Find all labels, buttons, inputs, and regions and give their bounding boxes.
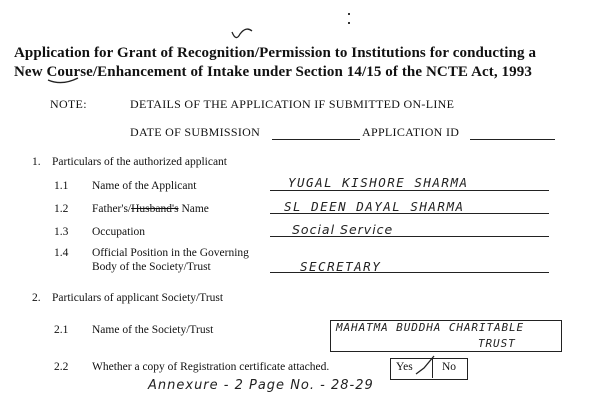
- item-1-2-number: 1.2: [54, 203, 69, 215]
- application-id-label: APPLICATION ID: [362, 125, 460, 139]
- item-2-1-label: Name of the Society/Trust: [92, 324, 214, 336]
- applicant-name-value: YUGAL KISHORE SHARMA: [288, 175, 469, 190]
- society-name-value-line-2: TRUST: [478, 337, 516, 350]
- document-title-line-1: Application for Grant of Recognition/Permission to Institutions for conducting a: [14, 45, 537, 61]
- item-1-4-number: 1.4: [54, 247, 69, 259]
- item-1-4-label-line-1: Official Position in the Governing: [92, 247, 249, 259]
- section-2-number: 2.: [32, 292, 41, 304]
- item-2-2-number: 2.2: [54, 361, 69, 373]
- occupation-value: Social Service: [292, 222, 394, 237]
- item-1-2-label-a: Father's/: [92, 203, 132, 215]
- section-2-heading: Particulars of applicant Society/Trust: [52, 292, 224, 304]
- no-option[interactable]: No: [442, 361, 457, 373]
- father-name-value: SL DEEN DAYAL SHARMA: [284, 199, 465, 214]
- note-label: NOTE:: [50, 97, 87, 111]
- item-1-3-label: Occupation: [92, 226, 146, 238]
- item-1-1-number: 1.1: [54, 180, 69, 192]
- official-position-value: SECRETARY: [300, 259, 382, 274]
- society-name-value-line-1: MAHATMA BUDDHA CHARITABLE: [336, 321, 525, 334]
- section-1-number: 1.: [32, 156, 41, 168]
- yes-option[interactable]: Yes: [396, 361, 413, 373]
- handwritten-annotation: Annexure - 2 Page No. - 28-29: [148, 378, 374, 393]
- item-1-2-label-b: Name: [178, 203, 209, 215]
- note-text: DETAILS OF THE APPLICATION IF SUBMITTED ON-LINE: [130, 97, 455, 111]
- item-2-2-label: Whether a copy of Registration certificate attached.: [92, 361, 330, 373]
- document-title-line-2: New Course/Enhancement of Intake under Section 14/15 of the NCTE Act, 1993: [14, 64, 532, 80]
- date-of-submission-label: DATE OF SUBMISSION: [130, 125, 261, 139]
- item-1-2-label-struck: Husband's: [131, 203, 179, 215]
- item-1-3-number: 1.3: [54, 226, 69, 238]
- item-2-1-number: 2.1: [54, 324, 69, 336]
- section-1-heading: Particulars of the authorized applicant: [52, 156, 227, 168]
- item-1-4-label-line-2: Body of the Society/Trust: [92, 261, 211, 273]
- item-1-1-label: Name of the Applicant: [92, 180, 197, 192]
